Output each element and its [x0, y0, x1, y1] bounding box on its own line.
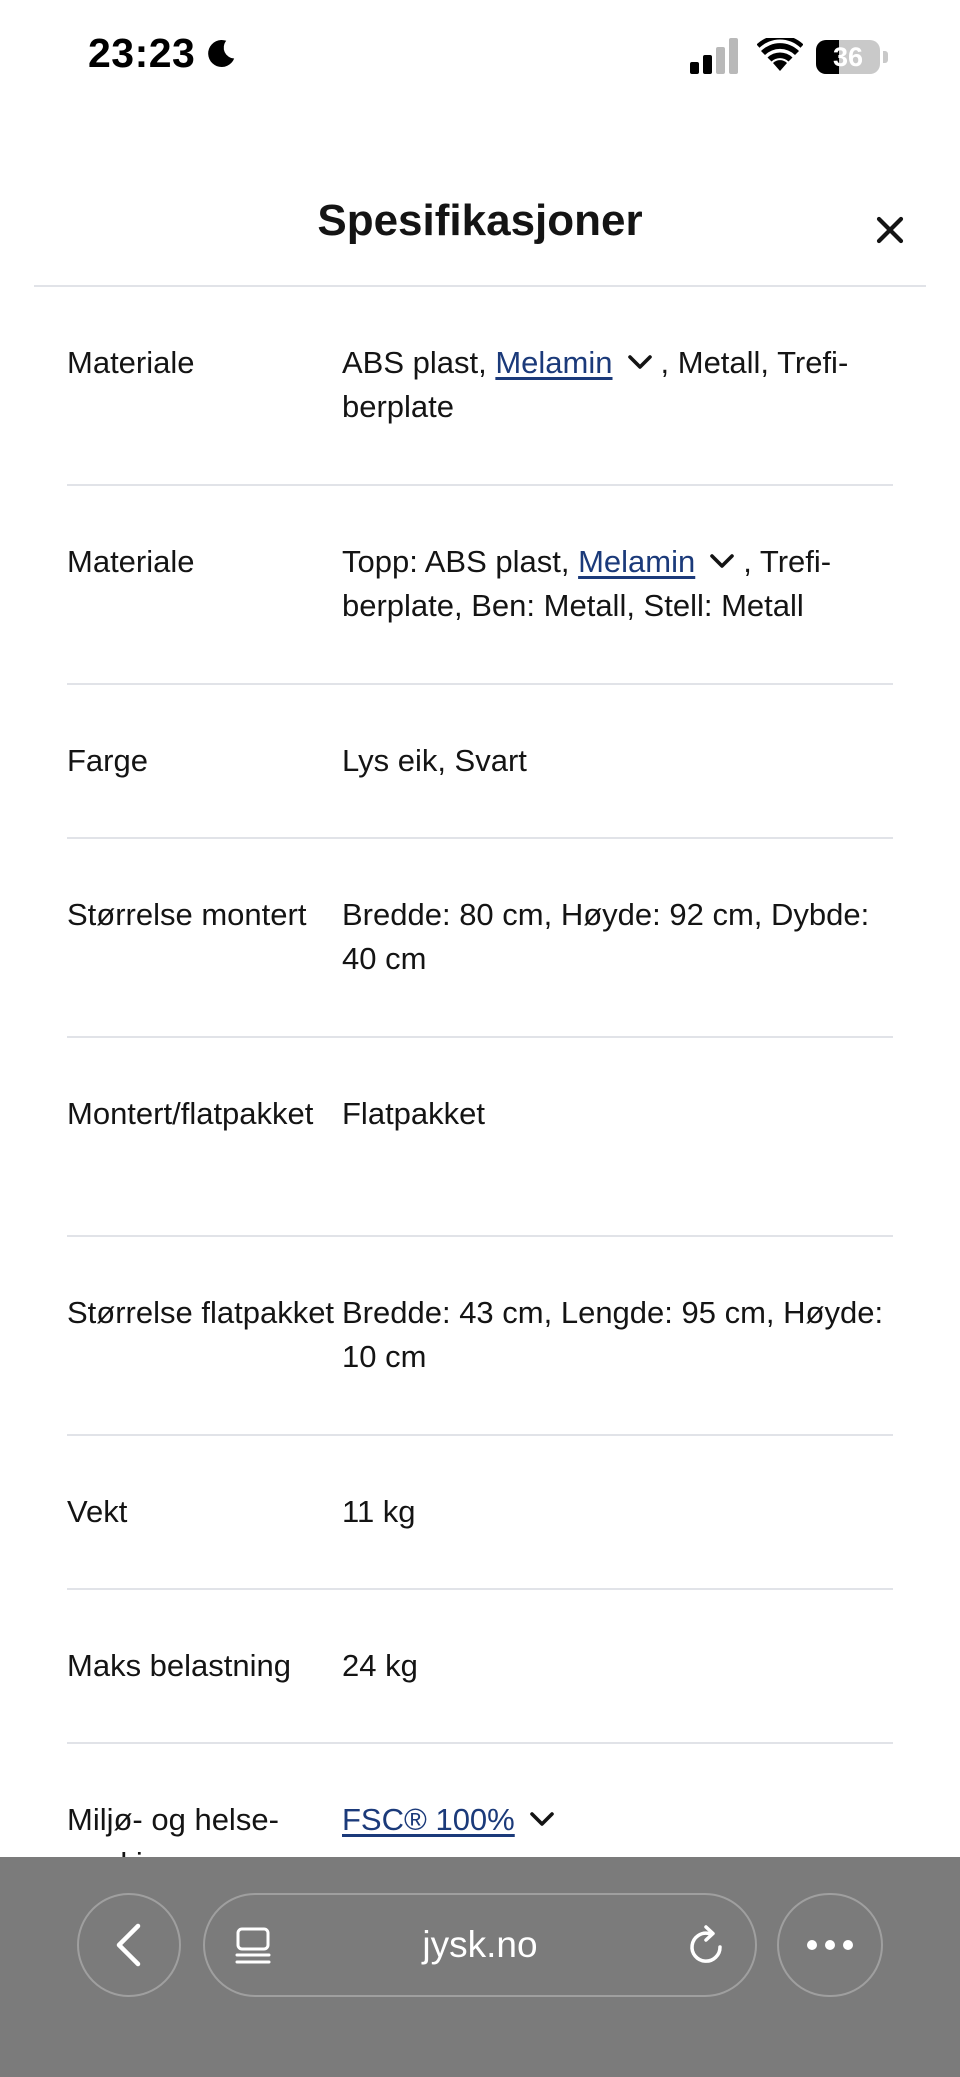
- spec-label: Farge: [67, 743, 148, 778]
- spec-text: Bredde: 80 cm, Høyde: 92 cm, Dybde: 40 cm: [342, 897, 870, 976]
- back-button[interactable]: [77, 1893, 181, 1997]
- more-button[interactable]: [777, 1893, 883, 1997]
- battery-nub: [883, 51, 888, 63]
- spec-row: [67, 1038, 893, 1237]
- cellular-signal-icon: [690, 38, 740, 74]
- spec-text: , Metall, Trefiberplate: [342, 345, 849, 424]
- moon-icon: [203, 36, 239, 72]
- spec-text: Flatpakket: [342, 1096, 486, 1131]
- back-chevron-icon: [114, 1923, 144, 1967]
- spec-label: Materiale: [67, 345, 195, 380]
- spec-row: [67, 287, 893, 486]
- spec-label: Miljø- og helse: [67, 1802, 279, 1837]
- spec-text: , Trefiberplate, Ben: Metall, Stell: Metall: [342, 544, 832, 623]
- spec-value: [342, 1798, 893, 1842]
- spec-label: Størrelse montert: [67, 897, 307, 932]
- spec-value: [342, 1092, 893, 1136]
- spec-text: 11 kg: [342, 1494, 416, 1529]
- spec-value: [342, 1490, 893, 1534]
- chevron-down-icon[interactable]: [709, 552, 735, 570]
- spec-value: [342, 1644, 893, 1688]
- spec-text: Lys eik, Svart: [342, 743, 527, 778]
- spec-list: [67, 287, 893, 1884]
- close-icon: [876, 216, 904, 244]
- sheet-header: [34, 160, 926, 287]
- page-title: Spesifikasjoner: [317, 196, 643, 245]
- spec-row: [67, 1436, 893, 1590]
- close-button[interactable]: [866, 206, 914, 254]
- battery-body: [816, 40, 880, 74]
- reload-icon[interactable]: [687, 1925, 727, 1967]
- spec-label: Maks belastning: [67, 1648, 292, 1683]
- address-bar[interactable]: [203, 1893, 757, 1997]
- spec-text: Topp: ABS plast,: [342, 544, 579, 579]
- chevron-down-icon[interactable]: [529, 1810, 555, 1828]
- spec-label: Størrelse flatpakket: [67, 1295, 335, 1330]
- spec-value: [342, 341, 893, 429]
- wifi-icon: [757, 38, 803, 72]
- chevron-down-icon[interactable]: [627, 353, 653, 371]
- url-text: jysk.no: [422, 1924, 538, 1965]
- battery-level: 36: [832, 42, 864, 72]
- spec-link[interactable]: Melamin: [578, 544, 696, 579]
- spec-row: [67, 1590, 893, 1744]
- more-dots-icon: [806, 1939, 854, 1951]
- spec-row: [67, 685, 893, 839]
- status-time: 23:23: [88, 30, 196, 76]
- spec-value: [342, 540, 893, 628]
- spec-link[interactable]: Melamin: [495, 345, 613, 380]
- spec-text: 24 kg: [342, 1648, 418, 1683]
- spec-row: [67, 1237, 893, 1436]
- status-time-wrap: [88, 30, 239, 77]
- spec-value: [342, 893, 893, 981]
- battery-icon: [816, 40, 888, 74]
- spec-label: Materiale: [67, 544, 195, 579]
- spec-text: Bredde: 43 cm, Lengde: 95 cm, Høyde: 10 cm: [342, 1295, 884, 1374]
- spec-value: [342, 739, 893, 783]
- spec-label: Montert/flatpakket: [67, 1096, 314, 1131]
- spec-label: Vekt: [67, 1494, 128, 1529]
- spec-text: ABS plast,: [342, 345, 496, 380]
- browser-toolbar: [0, 1857, 960, 2077]
- status-bar: [0, 0, 960, 110]
- spec-row: [67, 486, 893, 685]
- spec-link[interactable]: FSC® 100%: [342, 1802, 515, 1837]
- spec-row: [67, 839, 893, 1038]
- spec-value: [342, 1291, 893, 1379]
